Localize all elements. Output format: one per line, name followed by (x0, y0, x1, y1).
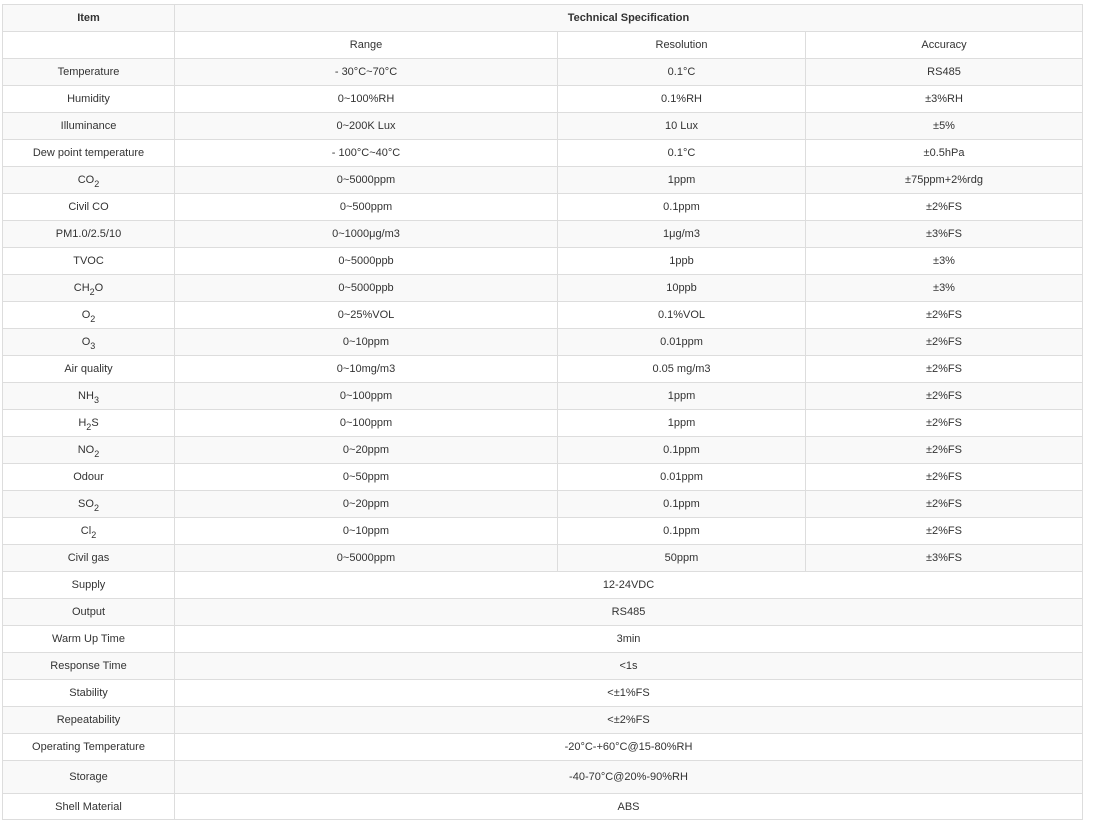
measurement-accuracy: ±3%FS (806, 545, 1083, 572)
measurement-range: 0~200K Lux (175, 113, 558, 140)
measurement-accuracy: ±2%FS (806, 329, 1083, 356)
general-spec-value: ABS (175, 794, 1083, 820)
measurement-resolution: 1ppm (558, 167, 806, 194)
general-spec-value: <1s (175, 653, 1083, 680)
measurement-accuracy: ±3%FS (806, 221, 1083, 248)
measurement-range: 0~10ppm (175, 518, 558, 545)
general-spec-row (3, 653, 1083, 680)
general-spec-item: Storage (3, 761, 175, 794)
general-spec-row (3, 626, 1083, 653)
measurement-item (3, 302, 175, 329)
measurement-item (3, 167, 175, 194)
general-spec-row (3, 734, 1083, 761)
subheader-range: Range (175, 32, 558, 59)
measurement-accuracy: ±2%FS (806, 518, 1083, 545)
item-formula-base: NH (78, 390, 94, 402)
measurement-range: 0~50ppm (175, 464, 558, 491)
measurement-item: Civil CO (3, 194, 175, 221)
measurement-accuracy: ±5% (806, 113, 1083, 140)
general-spec-value: -40-70°C@20%-90%RH (175, 761, 1083, 794)
general-spec-item: Operating Temperature (3, 734, 175, 761)
item-formula-subscript: 2 (94, 449, 100, 459)
measurement-accuracy: ±2%FS (806, 491, 1083, 518)
item-formula-base: Cl (80, 525, 92, 537)
measurement-range: 0~5000ppb (175, 275, 558, 302)
measurement-row (3, 545, 1083, 572)
measurement-resolution: 0.01ppm (558, 464, 806, 491)
measurement-item: Civil gas (3, 545, 175, 572)
measurement-item: Air quality (3, 356, 175, 383)
measurement-resolution: 1ppm (558, 410, 806, 437)
measurement-resolution: 10ppb (558, 275, 806, 302)
item-formula-base: H (78, 417, 87, 429)
general-spec-value: 3min (175, 626, 1083, 653)
measurement-resolution: 0.1ppm (558, 491, 806, 518)
item-formula-subscript: 2 (93, 503, 99, 513)
general-spec-row (3, 599, 1083, 626)
measurement-row (3, 464, 1083, 491)
spec-table (2, 4, 1083, 820)
measurement-accuracy: ±2%FS (806, 194, 1083, 221)
item-formula-base: NO (77, 444, 95, 456)
measurement-range: 0~5000ppm (175, 167, 558, 194)
measurement-accuracy: ±3%RH (806, 86, 1083, 113)
measurement-range: 0~100ppm (175, 410, 558, 437)
general-spec-item: Supply (3, 572, 175, 599)
subheader-accuracy: Accuracy (806, 32, 1083, 59)
measurement-resolution: 0.1%VOL (558, 302, 806, 329)
measurement-resolution: 0.01ppm (558, 329, 806, 356)
subheader-resolution: Resolution (558, 32, 806, 59)
measurement-resolution: 10 Lux (558, 113, 806, 140)
measurement-resolution: 0.05 mg/m3 (558, 356, 806, 383)
item-formula-subscript: 2 (89, 287, 95, 297)
general-spec-value: RS485 (175, 599, 1083, 626)
measurement-range: 0~500ppm (175, 194, 558, 221)
general-spec-value: 12-24VDC (175, 572, 1083, 599)
measurement-range: 0~20ppm (175, 491, 558, 518)
measurement-range: - 100°C~40°C (175, 140, 558, 167)
measurement-row (3, 113, 1083, 140)
measurement-resolution: 0.1°C (558, 59, 806, 86)
measurement-item: Temperature (3, 59, 175, 86)
measurement-row (3, 59, 1083, 86)
measurement-resolution: 0.1%RH (558, 86, 806, 113)
general-spec-row (3, 707, 1083, 734)
measurement-accuracy: ±2%FS (806, 410, 1083, 437)
measurement-resolution: 0.1°C (558, 140, 806, 167)
item-formula-base: CH (73, 282, 90, 294)
measurement-accuracy: ±2%FS (806, 464, 1083, 491)
measurement-item (3, 410, 175, 437)
item-formula-subscript: 3 (93, 395, 99, 405)
item-formula-base: O (81, 336, 91, 348)
measurement-row (3, 302, 1083, 329)
measurement-item (3, 518, 175, 545)
measurement-row (3, 329, 1083, 356)
item-formula-base: CO (77, 174, 95, 186)
general-spec-row (3, 794, 1083, 820)
measurement-range: 0~25%VOL (175, 302, 558, 329)
subheader-empty-cell (3, 32, 175, 59)
spec-table-body (3, 5, 1083, 820)
measurement-range: 0~5000ppb (175, 248, 558, 275)
measurement-item (3, 329, 175, 356)
measurement-row (3, 275, 1083, 302)
measurement-item (3, 275, 175, 302)
general-spec-value: <±1%FS (175, 680, 1083, 707)
item-formula-base: O (81, 309, 91, 321)
general-spec-item: Shell Material (3, 794, 175, 820)
item-formula-subscript: 2 (91, 530, 97, 540)
header-row (3, 5, 1083, 32)
measurement-item (3, 491, 175, 518)
measurement-item: Dew point temperature (3, 140, 175, 167)
measurement-row (3, 140, 1083, 167)
measurement-accuracy: ±2%FS (806, 356, 1083, 383)
general-spec-row (3, 680, 1083, 707)
measurement-row (3, 518, 1083, 545)
measurement-resolution: 0.1ppm (558, 437, 806, 464)
measurement-range: - 30°C~70°C (175, 59, 558, 86)
measurement-accuracy: ±3% (806, 248, 1083, 275)
measurement-row (3, 437, 1083, 464)
general-spec-item: Repeatability (3, 707, 175, 734)
measurement-range: 0~100%RH (175, 86, 558, 113)
measurement-range: 0~20ppm (175, 437, 558, 464)
measurement-accuracy: ±3% (806, 275, 1083, 302)
measurement-row (3, 383, 1083, 410)
measurement-accuracy: ±0.5hPa (806, 140, 1083, 167)
general-spec-item: Warm Up Time (3, 626, 175, 653)
item-formula-tail: S (91, 417, 99, 429)
general-spec-row (3, 761, 1083, 794)
measurement-resolution: 0.1ppm (558, 194, 806, 221)
measurement-row (3, 410, 1083, 437)
measurement-resolution: 1ppb (558, 248, 806, 275)
item-formula-subscript: 3 (90, 341, 96, 351)
measurement-row (3, 194, 1083, 221)
measurement-row (3, 167, 1083, 194)
subheader-row (3, 32, 1083, 59)
item-formula-tail: O (94, 282, 104, 294)
measurement-row (3, 248, 1083, 275)
measurement-item: PM1.0/2.5/10 (3, 221, 175, 248)
measurement-resolution: 1ppm (558, 383, 806, 410)
general-spec-item: Output (3, 599, 175, 626)
item-formula-subscript: 2 (94, 179, 100, 189)
measurement-row (3, 491, 1083, 518)
item-formula-subscript: 2 (90, 314, 96, 324)
measurement-item: Humidity (3, 86, 175, 113)
measurement-accuracy: ±2%FS (806, 437, 1083, 464)
general-spec-item: Response Time (3, 653, 175, 680)
measurement-row (3, 356, 1083, 383)
measurement-resolution: 50ppm (558, 545, 806, 572)
general-spec-value: <±2%FS (175, 707, 1083, 734)
measurement-item: TVOC (3, 248, 175, 275)
measurement-range: 0~10mg/m3 (175, 356, 558, 383)
measurement-row (3, 86, 1083, 113)
measurement-row (3, 221, 1083, 248)
measurement-accuracy: ±2%FS (806, 302, 1083, 329)
measurement-accuracy: RS485 (806, 59, 1083, 86)
measurement-resolution: 0.1ppm (558, 518, 806, 545)
item-formula-base: SO (78, 498, 94, 510)
measurement-range: 0~5000ppm (175, 545, 558, 572)
measurement-resolution: 1μg/m3 (558, 221, 806, 248)
measurement-range: 0~100ppm (175, 383, 558, 410)
measurement-item (3, 437, 175, 464)
measurement-range: 0~10ppm (175, 329, 558, 356)
measurement-item (3, 383, 175, 410)
general-spec-item: Stability (3, 680, 175, 707)
measurement-accuracy: ±75ppm+2%rdg (806, 167, 1083, 194)
measurement-range: 0~1000μg/m3 (175, 221, 558, 248)
measurement-item: Illuminance (3, 113, 175, 140)
general-spec-value: -20°C-+60°C@15-80%RH (175, 734, 1083, 761)
header-technical-specification: Technical Specification (175, 5, 1083, 32)
measurement-item: Odour (3, 464, 175, 491)
general-spec-row (3, 572, 1083, 599)
header-item: Item (3, 5, 175, 32)
measurement-accuracy: ±2%FS (806, 383, 1083, 410)
item-formula-subscript: 2 (86, 422, 92, 432)
